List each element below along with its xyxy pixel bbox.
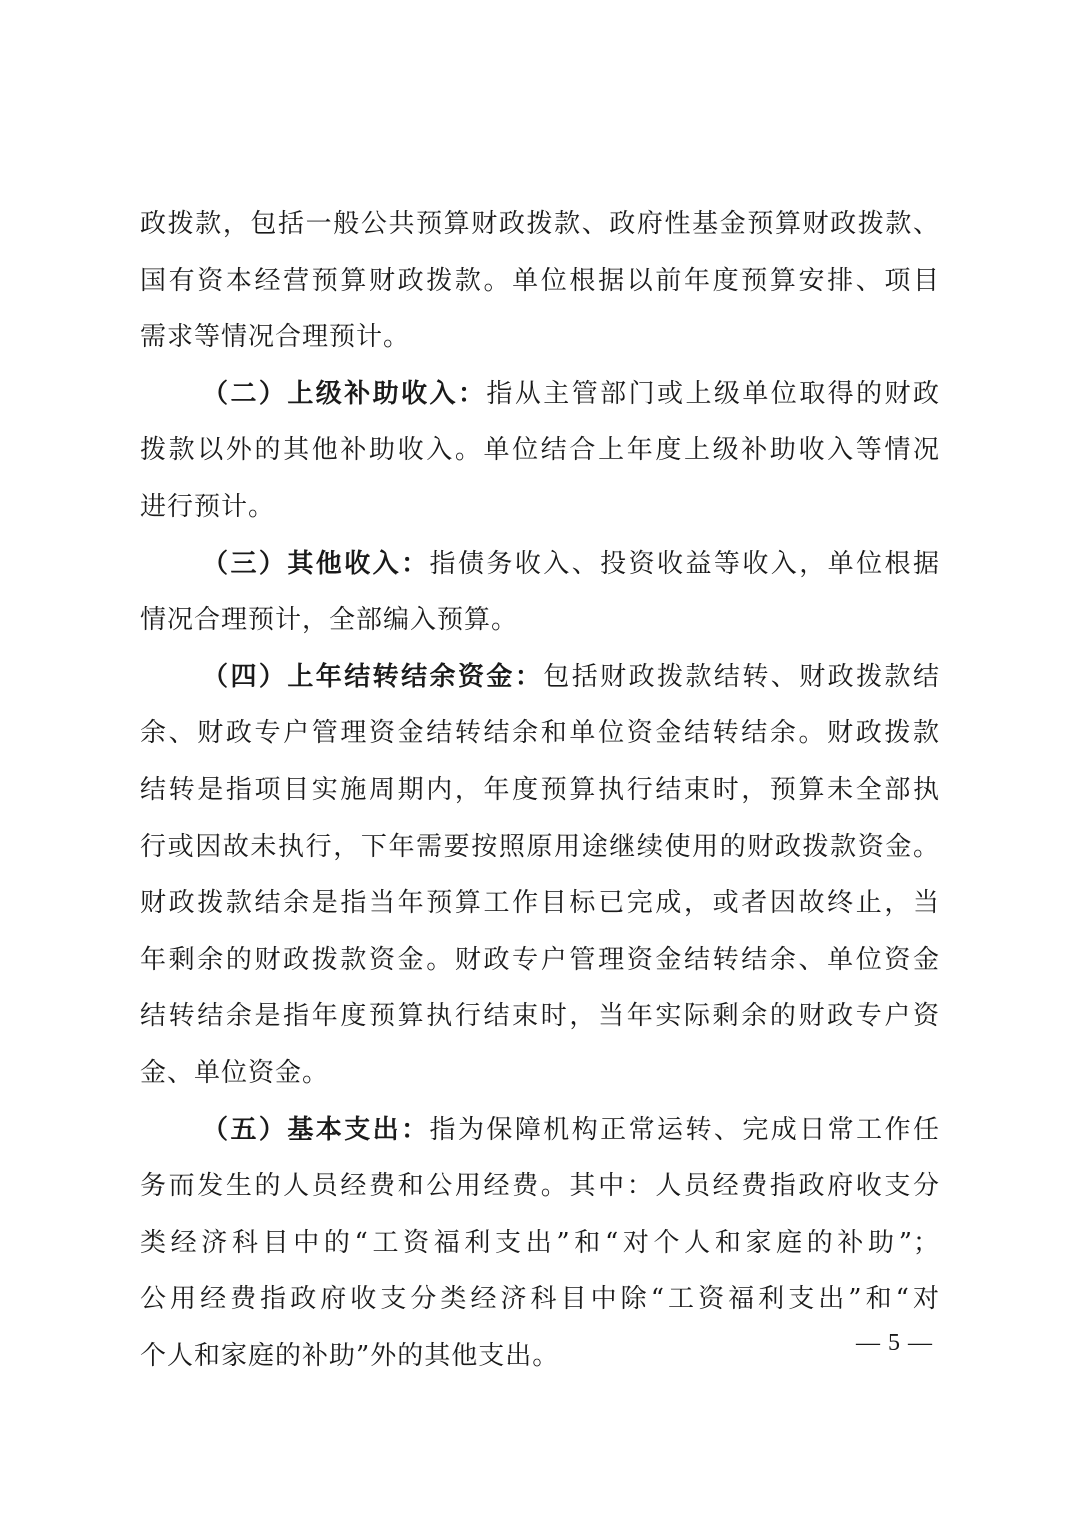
text-line: 行或因故未执行，下年需要按照原用途继续使用的财政拨款资金。 [140, 831, 940, 862]
text-run: 指为保障机构正常运转、完成日常工作任 [429, 1114, 940, 1145]
text-line: 国有资本经营预算财政拨款。单位根据以前年度预算安排、项目 [140, 265, 940, 296]
text-line [140, 649, 940, 706]
paragraph-basic-expenditure [140, 1102, 940, 1385]
text-line: 公用经费指政府收支分类经济科目中除“工资福利支出”和“对 [140, 1284, 940, 1315]
text-line: 政拨款，包括一般公共预算财政拨款、政府性基金预算财政拨款、 [140, 209, 940, 239]
text-line: 金、单位资金。 [140, 1057, 330, 1088]
text-line [140, 536, 940, 593]
section-heading: （五）基本支出： [202, 1114, 430, 1145]
text-line: 情况合理预计，全部编入预算。 [140, 605, 519, 636]
document-body [140, 196, 940, 1384]
paragraph-carryover-funds [140, 649, 940, 1102]
text-run: 指从主管部门或上级单位取得的财政 [486, 378, 940, 409]
paragraph-continuation [140, 196, 940, 366]
text-run: 包括财政拨款结转、财政拨款结 [543, 661, 940, 692]
text-line: 财政拨款结余是指当年预算工作目标已完成，或者因故终止，当 [140, 888, 940, 919]
text-line: 需求等情况合理预计。 [140, 322, 411, 353]
text-line: 结转结余是指年度预算执行结束时，当年实际剩余的财政专户资 [140, 1001, 940, 1032]
section-heading: （三）其他收入： [202, 548, 430, 579]
page-number: — 5 — [856, 1330, 933, 1356]
text-line: 结转是指项目实施周期内，年度预算执行结束时，预算未全部执 [140, 774, 940, 805]
text-line: 余、财政专户管理资金结转结余和单位资金结转结余。财政拨款 [140, 718, 940, 749]
text-line: 进行预计。 [140, 491, 276, 522]
text-line [140, 366, 940, 423]
section-heading: （二）上级补助收入： [202, 378, 487, 409]
paragraph-superior-subsidy-income [140, 366, 940, 536]
section-heading: （四）上年结转结余资金： [202, 661, 544, 692]
text-line: 年剩余的财政拨款资金。财政专户管理资金结转结余、单位资金 [140, 944, 940, 975]
text-line: 类经济科目中的“工资福利支出”和“对个人和家庭的补助”； [140, 1227, 940, 1258]
paragraph-other-income [140, 536, 940, 649]
text-run: 指债务收入、投资收益等收入，单位根据 [429, 548, 940, 579]
text-line: 务而发生的人员经费和公用经费。其中：人员经费指政府收支分 [140, 1171, 940, 1202]
text-line: 个人和家庭的补助”外的其他支出。 [140, 1340, 560, 1371]
text-line: 拨款以外的其他补助收入。单位结合上年度上级补助收入等情况 [140, 435, 940, 466]
text-line [140, 1102, 940, 1159]
